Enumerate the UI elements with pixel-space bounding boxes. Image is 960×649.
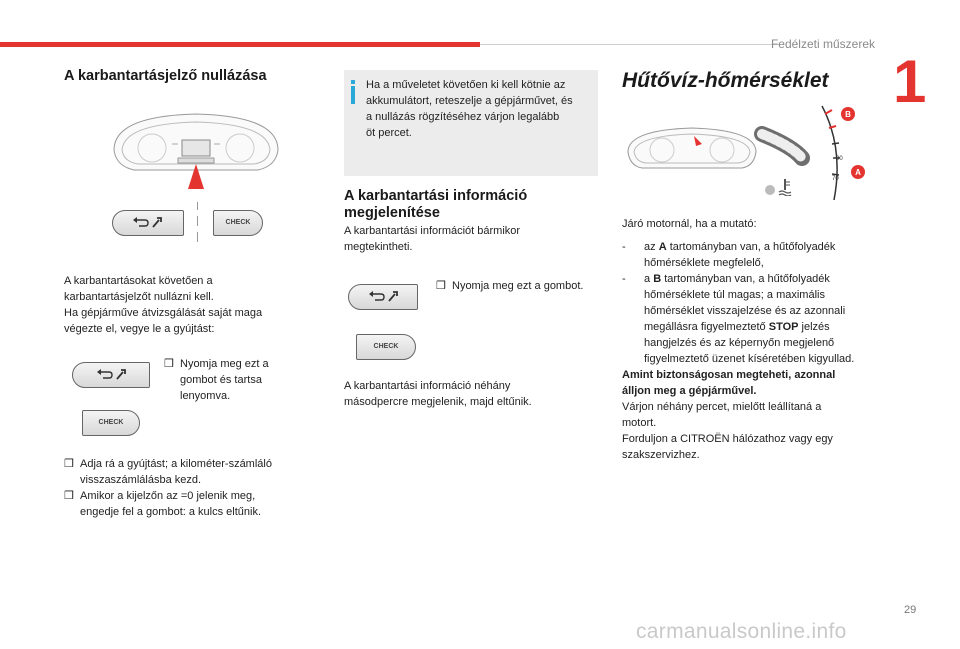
text-line: Amikor a kijelzőn az =0 jelenik meg, (80, 490, 256, 502)
text-line: engedje fel a gombot: a kulcs eltűnik. (80, 506, 262, 518)
gauge-marker-a: A (855, 168, 861, 177)
text-line: figyelmeztető üzenet kíséretében kigyullad. (644, 353, 855, 365)
page-number: 29 (904, 604, 917, 616)
right-intro: Járó motornál, ha a mutató: (622, 218, 757, 230)
dash-marker: - (622, 241, 626, 253)
bullet-item: ❒ Amikor a kijelzőn az =0 jelenik meg, (64, 490, 256, 502)
press-instruction (436, 278, 598, 294)
text-line: hőmérséklete túl magas; a maximális (644, 289, 825, 301)
text-line: a nullázás rögzítéséhez várjon legalább (366, 111, 560, 123)
text-line: karbantartásjelzőt nullázni kell. (64, 291, 214, 303)
bullet-item: ❒ Nyomja meg ezt a (164, 358, 269, 370)
watermark: carmanualsonline.info (636, 620, 847, 643)
title-line: A karbantartási információ (344, 188, 528, 204)
text-line: Nyomja meg ezt a gombot. (452, 280, 584, 292)
range-key: A (658, 241, 667, 253)
coolant-gauge-illustration (622, 100, 872, 212)
left-intro (64, 273, 314, 337)
text-line: A karbantartásokat követően a (64, 275, 213, 287)
header-accent-bar (0, 42, 480, 47)
right-title: Hűtővíz-hőmérséklet (622, 69, 829, 92)
left-title: A karbantartásjelző nullázása (64, 68, 267, 84)
range-key: B (653, 273, 662, 285)
check-button[interactable]: CHECK (82, 410, 140, 436)
right-outro (622, 399, 882, 463)
text-line: hőmérséklet visszajelzése és az azonnali (644, 305, 846, 317)
text-line: Forduljon a CITROËN hálózathoz vagy egy (622, 433, 833, 445)
text-fragment: a (644, 273, 654, 285)
text-line: A karbantartási információ néhány (344, 380, 511, 392)
text-line: Nyomja meg ezt a (180, 358, 269, 370)
gauge-label-90: 90 (836, 156, 843, 162)
info-icon (349, 80, 357, 104)
check-button[interactable]: CHECK (356, 334, 416, 360)
text-line: hangjelzés és az képernyőn megjelenő (644, 337, 835, 349)
text-line: másodpercre megjelenik, majd eltűnik. (344, 396, 532, 408)
text-line: álljon meg a gépjárművel. (622, 385, 757, 397)
left-steps (64, 456, 314, 520)
text-line: visszaszámlálásba kezd. (80, 474, 202, 486)
info-box-text (366, 77, 594, 141)
divider-tick (197, 202, 198, 210)
divider-tick (197, 216, 198, 226)
check-button[interactable]: CHECK (213, 210, 263, 236)
middle-result (344, 378, 598, 410)
text-line: gombot és tartsa (180, 374, 262, 386)
text-line: Ha a műveletet követően ki kell kötnie az (366, 79, 566, 91)
text-fragment: tartományban van, a hűtőfolyadék (666, 241, 836, 253)
text-line: Várjon néhány percet, mielőtt leállítaná a (622, 401, 822, 413)
stop-keyword: STOP (768, 321, 799, 333)
instrument-cluster-illustration (108, 110, 284, 190)
gauge-marker-b: B (845, 110, 851, 119)
header-rule (480, 44, 780, 45)
text-line: öt percet. (366, 127, 412, 139)
text-line (644, 319, 882, 335)
wrench-button[interactable] (348, 284, 418, 310)
range-b-item (622, 271, 882, 367)
wrench-icon (349, 285, 417, 309)
bullet-item: ❒ Adja rá a gyújtást; a kilométer-számláló (64, 458, 272, 470)
text-fragment: az (644, 241, 659, 253)
gauge-label-70: 70 (832, 176, 839, 182)
text-fragment: jelzés (798, 321, 830, 333)
title-line: megjelenítése (344, 205, 440, 222)
range-a-item (622, 239, 882, 271)
wrench-button[interactable] (112, 210, 184, 236)
wrench-icon (113, 211, 183, 235)
text-line: Ha gépjárműve átvizsgálását saját maga (64, 307, 263, 319)
wrench-icon (73, 363, 149, 387)
text-line: végezte el, vegye le a gyújtást: (64, 323, 215, 335)
text-line: megtekintheti. (344, 241, 413, 253)
text-line: hőmérséklete megfelelő, (644, 257, 764, 269)
middle-title (344, 188, 598, 223)
warning-text (622, 367, 882, 399)
wrench-button[interactable] (72, 362, 150, 388)
coolant-temperature-icon (778, 178, 792, 196)
text-fragment: tartományban van, a hűtőfolyadék (661, 273, 830, 285)
section-title: Fedélzeti műszerek (770, 37, 875, 51)
text-line: Adja rá a gyújtást; a kilométer-számláló (80, 458, 272, 470)
text-line: A karbantartási információt bármikor (344, 225, 521, 237)
chapter-number: 1 (893, 48, 927, 115)
bullet-item: ❒ Nyomja meg ezt a gombot. (436, 280, 584, 292)
text-line: lenyomva. (180, 390, 231, 402)
middle-intro (344, 223, 598, 255)
text-line: akkumulátort, reteszelje a gépjárművet, és (366, 95, 573, 107)
right-items (622, 239, 882, 463)
text-fragment: megállásra figyelmeztető (644, 321, 769, 333)
text-line: Amint biztonságosan megteheti, azonnal (622, 369, 836, 381)
divider-tick (197, 232, 198, 242)
text-line: motort. (622, 417, 657, 429)
dash-marker: - (622, 273, 626, 285)
press-hold-instruction (164, 356, 304, 404)
text-line: szakszervizhez. (622, 449, 700, 461)
